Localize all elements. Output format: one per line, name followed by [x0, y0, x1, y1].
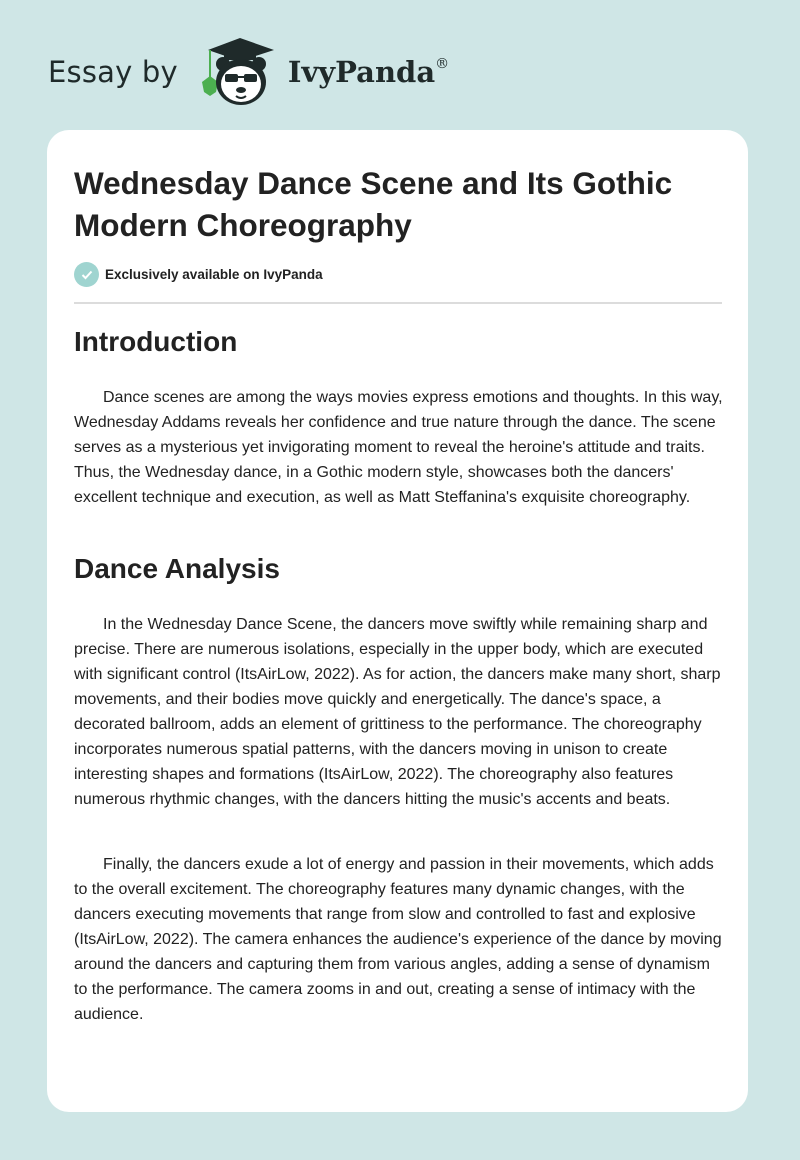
brand-name[interactable] — [288, 55, 449, 89]
registered-mark: ® — [435, 56, 450, 72]
panda-graduate-icon[interactable] — [196, 34, 282, 110]
section-heading-introduction: Introduction — [74, 326, 238, 357]
check-circle-icon — [74, 262, 99, 287]
paragraph-dance-analysis-1: In the Wednesday Dance Scene, the dancers move swiftly while remaining sharp and precise. There are numerous isolations, especially in the upper body, which are executed with significant control (ItsAirLow, 2022). As for action, the dancers make many short, sharp movements, and their bodies move quickly and energetically. The dance's space, a decorated ballroom, adds an element of grittiness to the performance. The choreography incorporates numerous spatial patterns, with the dancers moving in unison to create interesting shapes and formations (ItsAirLow, 2022). The choreography also features numerous rhythmic changes, with the dancers hitting the music's accents and beats. — [74, 616, 721, 808]
exclusive-badge — [74, 262, 323, 287]
page-title: Wednesday Dance Scene and Its Gothic Modern Choreography — [74, 165, 673, 243]
brand-name-text: IvyPanda — [287, 55, 436, 89]
essay-card — [47, 130, 748, 1112]
essay-by-label: Essay by — [48, 55, 178, 89]
divider — [74, 302, 722, 304]
site-header — [48, 34, 449, 110]
paragraph-dance-analysis-2: Finally, the dancers exude a lot of energy and passion in their movements, which adds to the overall excitement. The choreography features many dynamic changes, with the dancers executing movements that range from slow and controlled to fast and explosive (ItsAirLow, 2022). The camera enhances the audience's experience of the dance by moving around the dancers and capturing them from various angles, adding a sense of dynamism to the performance. The camera zooms in and out, creating a sense of intimacy with the audience. — [74, 856, 722, 1023]
exclusive-badge-text: Exclusively available on IvyPanda — [105, 267, 323, 282]
paragraph-introduction: Dance scenes are among the ways movies express emotions and thoughts. In this way, Wednesday Addams reveals her confidence and true nature through the dance. The scene serves as a mysterious yet invigorating moment to reveal the heroine's attitude and traits. Thus, the Wednesday dance, in a Gothic modern style, showcases both the dancers' excellent technique and execution, as well as Matt Steffanina's exquisite choreography. — [74, 389, 723, 506]
section-heading-dance-analysis: Dance Analysis — [74, 553, 280, 584]
